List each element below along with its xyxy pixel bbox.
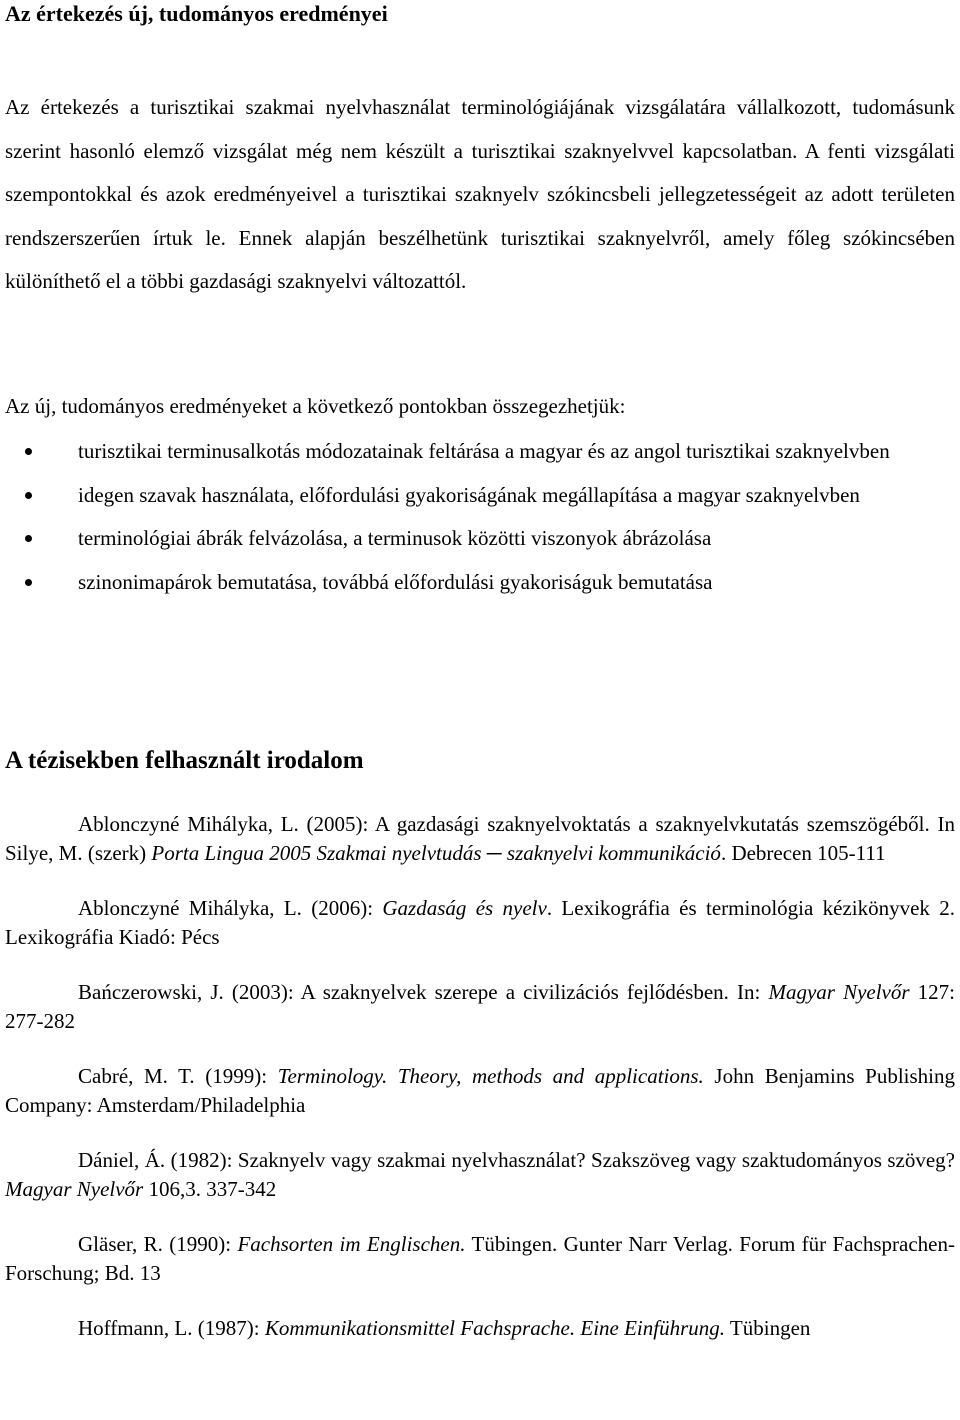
results-list xyxy=(5,430,955,604)
references-list xyxy=(5,810,955,1369)
reference-title: Magyar Nyelvőr xyxy=(5,1177,144,1201)
bullet-icon xyxy=(25,535,32,542)
reference-entry xyxy=(5,1146,955,1204)
list-item xyxy=(5,430,955,474)
reference-entry xyxy=(5,978,955,1036)
list-item xyxy=(5,517,955,561)
reference-text: 127: 277-282 xyxy=(5,980,955,1033)
reference-entry xyxy=(5,1314,955,1343)
reference-text: Cabré, M. T. (1999): xyxy=(78,1064,278,1088)
reference-entry xyxy=(5,1062,955,1120)
bullet-icon xyxy=(25,579,32,586)
bullet-icon xyxy=(25,448,32,455)
reference-text: Ablonczyné Mihályka, L. (2006): xyxy=(78,896,383,920)
bullet-icon xyxy=(25,492,32,499)
list-item xyxy=(5,474,955,518)
reference-text: John Benjamins Publishing Company: Amsterdam/Philadelphia xyxy=(5,1064,955,1117)
reference-text: . Lexikográfia és terminológia kézikönyvek 2. Lexikográfia Kiadó: Pécs xyxy=(5,896,955,949)
references-title: A tézisekben felhasznált irodalom xyxy=(5,747,364,774)
reference-text: Tübingen xyxy=(725,1316,811,1340)
reference-text: Gläser, R. (1990): xyxy=(78,1232,238,1256)
section-title: Az értekezés új, tudományos eredményei xyxy=(5,1,388,26)
reference-title: Fachsorten im Englischen. xyxy=(237,1232,466,1256)
result-text: szinonimapárok bemutatása, továbbá előfordulási gyakoriságuk bemutatása xyxy=(78,569,713,594)
intro-paragraph: Az értekezés a turisztikai szakmai nyelvhasználat terminológiájának vizsgálatára vállalkozott, tudomásunk szerint hasonló elemző vizsgálat még nem készült a turisztikai szaknyelvvel kapcsolatban. A fenti vizsgálati szempontokkal és azok eredményeivel a turisztikai szaknyelv szókincsbeli jellegzetességeit az adott területen rendszerszerűen írtuk le. Ennek alapján beszélhetünk turisztikai szaknyelvről, amely főleg szókincsében különíthető el a többi gazdasági szaknyelvi változattól. xyxy=(5,95,955,294)
reference-text: Bańczerowski, J. (2003): A szaknyelvek szerepe a civilizációs fejlődésben. In: xyxy=(78,980,769,1004)
reference-text: 106,3. 337-342 xyxy=(143,1177,277,1201)
reference-title: Gazdaság és nyelv xyxy=(382,896,547,920)
reference-title: Porta Lingua 2005 Szakmai nyelvtudás ─ szaknyelvi kommunikáció xyxy=(151,841,721,865)
reference-text: . Debrecen 105-111 xyxy=(720,841,886,865)
reference-text: Ablonczyné Mihályka, L. (2005): A gazdasági szaknyelvoktatás a szaknyelvkutatás szemszögéből. In Silye, M. (szerk) xyxy=(5,812,955,865)
reference-text: Hoffmann, L. (1987): xyxy=(78,1316,265,1340)
result-text: idegen szavak használata, előfordulási gyakoriságának megállapítása a magyar szaknyelvben xyxy=(78,482,860,507)
reference-text: Dániel, Á. (1982): Szaknyelv vagy szakmai nyelvhasználat? Szakszöveg vagy szaktudományos szöveg? xyxy=(78,1148,955,1172)
reference-entry xyxy=(5,1230,955,1288)
result-text: terminológiai ábrák felvázolása, a terminusok közötti viszonyok ábrázolása xyxy=(78,526,712,550)
reference-title: Magyar Nyelvőr xyxy=(768,980,910,1004)
reference-title: Terminology. Theory, methods and applications. xyxy=(277,1064,704,1088)
reference-entry xyxy=(5,894,955,952)
reference-text: Tübingen. Gunter Narr Verlag. Forum für Fachsprachen-Forschung; Bd. 13 xyxy=(5,1232,955,1285)
list-item xyxy=(5,561,955,605)
reference-title: Kommunikationsmittel Fachsprache. Eine Einführung. xyxy=(264,1316,726,1340)
reference-entry xyxy=(5,810,955,868)
result-text: turisztikai terminusalkotás módozatainak feltárása a magyar és az angol turisztikai szaknyelvben xyxy=(78,439,890,463)
results-intro: Az új, tudományos eredményeket a következő pontokban összegezhetjük: xyxy=(5,394,626,418)
